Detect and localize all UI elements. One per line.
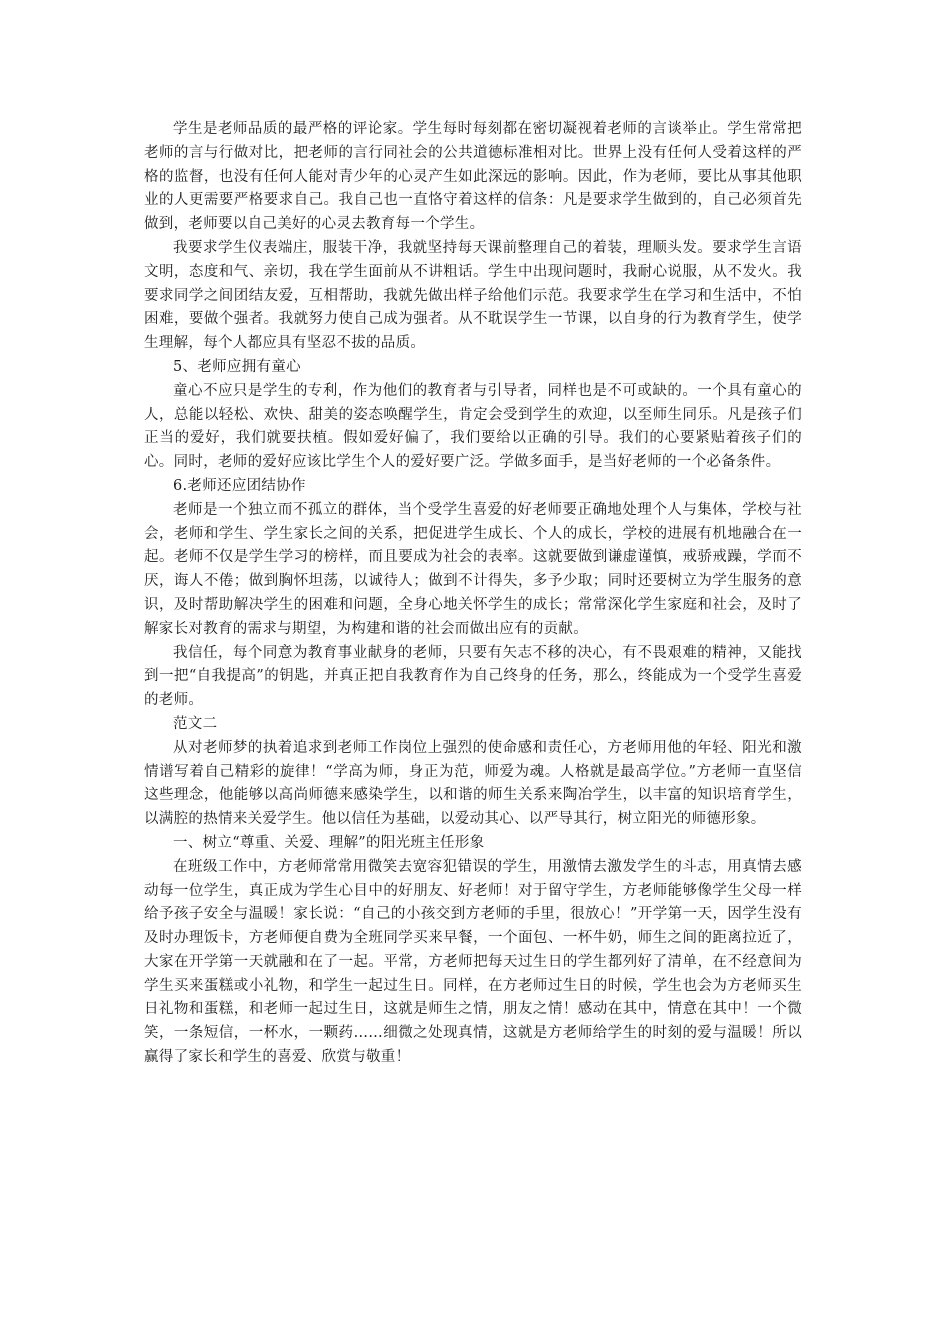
paragraph: 从对老师梦的执着追求到老师工作岗位上强烈的使命感和责任心，方老师用他的年轻、阳光和激情谱写着自己精彩的旋律！“学高为师，身正为范，师爱为魂。人格就是最高学位。”方老师一直坚信这些理念，他能够以高尚师德来感染学生，以和谐的师生关系来陶冶学生，以丰富的知识培育学生，以满腔的热情来关爱学生。他以信任为基础，以爱动其心、以严导其行，树立阳光的师德形象。 <box>144 739 802 828</box>
paragraph: 学生是老师品质的最严格的评论家。学生每时每刻都在密切凝视着老师的言谈举止。学生常常把老师的言与行做对比，把老师的言行同社会的公共道德标准相对比。世界上没有任何人受着这样的严格的监督，也没有任何人能对青少年的心灵产生如此深远的影响。因此，作为老师，要比从事其他职业的人更需要严格要求自己。我自己也一直恪守着这样的信条：凡是要求学生做到的，自己必须首先做到，老师要以自己美好的心灵去教育每一个学生。 <box>144 121 802 233</box>
paragraph: 我信任，每个同意为教育事业献身的老师，只要有矢志不移的决心，有不畏艰难的精神，又能找到一把“自我提高”的钥匙，并真正把自我教育作为自己终身的任务，那么，终能成为一个受学生喜爱的老师。 <box>144 644 802 709</box>
section-heading: 一、树立“尊重、关爱、理解”的阳光班主任形象 <box>173 834 485 851</box>
paragraph: 童心不应只是学生的专利，作为他们的教育者与引导者，同样也是不可或缺的。一个具有童心的人，总能以轻松、欢快、甜美的姿态唤醒学生，肯定会受到学生的欢迎，以至师生同乐。凡是孩子们正当的爱好，我们就要扶植。假如爱好偏了，我们要给以正确的引导。我们的心要紧贴着孩子们的心。同时，老师的爱好应该比学生个人的爱好要广泛。学做多面手，是当好老师的一个必备条件。 <box>144 382 802 471</box>
paragraph: 在班级工作中，方老师常常用微笑去宽容犯错误的学生，用激情去激发学生的斗志，用真情去感动每一位学生，真正成为学生心目中的好朋友、好老师！对于留守学生，方老师能够像学生父母一样给予孩子安全与温暖！家长说：“自己的小孩交到方老师的手里，很放心！”开学第一天，因学生没有及时办理饭卡，方老师便自费为全班同学买来早餐，一个面包、一杯牛奶，师生之间的距离拉近了，大家在开学第一天就融和在了一起。平常，方老师把每天过生日的学生都列好了清单，在不经意间为学生买来蛋糕或小礼物，和学生一起过生日。同样，在方老师过生日的时候，学生也会为方老师买生日礼物和蛋糕，和老师一起过生日，这就是师生之情，朋友之情！感动在其中，情意在其中！一个微笑，一条短信，一杯水，一颗药……细微之处现真情，这就是方老师给学生的时刻的爱与温暖！所以赢得了家长和学生的喜爱、欣赏与敬重！ <box>144 858 802 1066</box>
paragraph: 老师是一个独立而不孤立的群体，当个受学生喜爱的好老师要正确地处理个人与集体，学校与社会，老师和学生、学生家长之间的关系，把促进学生成长、个人的成长，学校的进展有机地融合在一起。老师不仅是学生学习的榜样，而且要成为社会的表率。这就要做到谦虚谨慎，戒骄戒躁，学而不厌，诲人不倦；做到胸怀坦荡，以诚待人；做到不计得失，多予少取；同时还要树立为学生服务的意识，及时帮助解决学生的困难和问题，全身心地关怀学生的成长；常常深化学生家庭和社会，及时了解家长对教育的需求与期望，为构建和谐的社会而做出应有的贡献。 <box>144 501 802 637</box>
section-heading: 5、老师应拥有童心 <box>173 358 301 375</box>
paragraph: 我要求学生仪表端庄，服装干净，我就坚持每天课前整理自己的着装，理顺头发。要求学生言语文明，态度和气、亲切，我在学生面前从不讲粗话。学生中出现问题时，我耐心说服，从不发火。我要求同学之间团结友爱，互相帮助，我就先做出样子给他们示范。我要求学生在学习和生活中，不怕困难，要做个强者。我就努力使自己成为强者。从不耽误学生一节课，以自身的行为教育学生，使学生理解，每个人都应具有坚忍不拔的品质。 <box>144 239 802 352</box>
document-page <box>144 118 802 1070</box>
section-heading: 6.老师还应团结协作 <box>173 477 306 494</box>
section-heading: 范文二 <box>173 715 218 732</box>
